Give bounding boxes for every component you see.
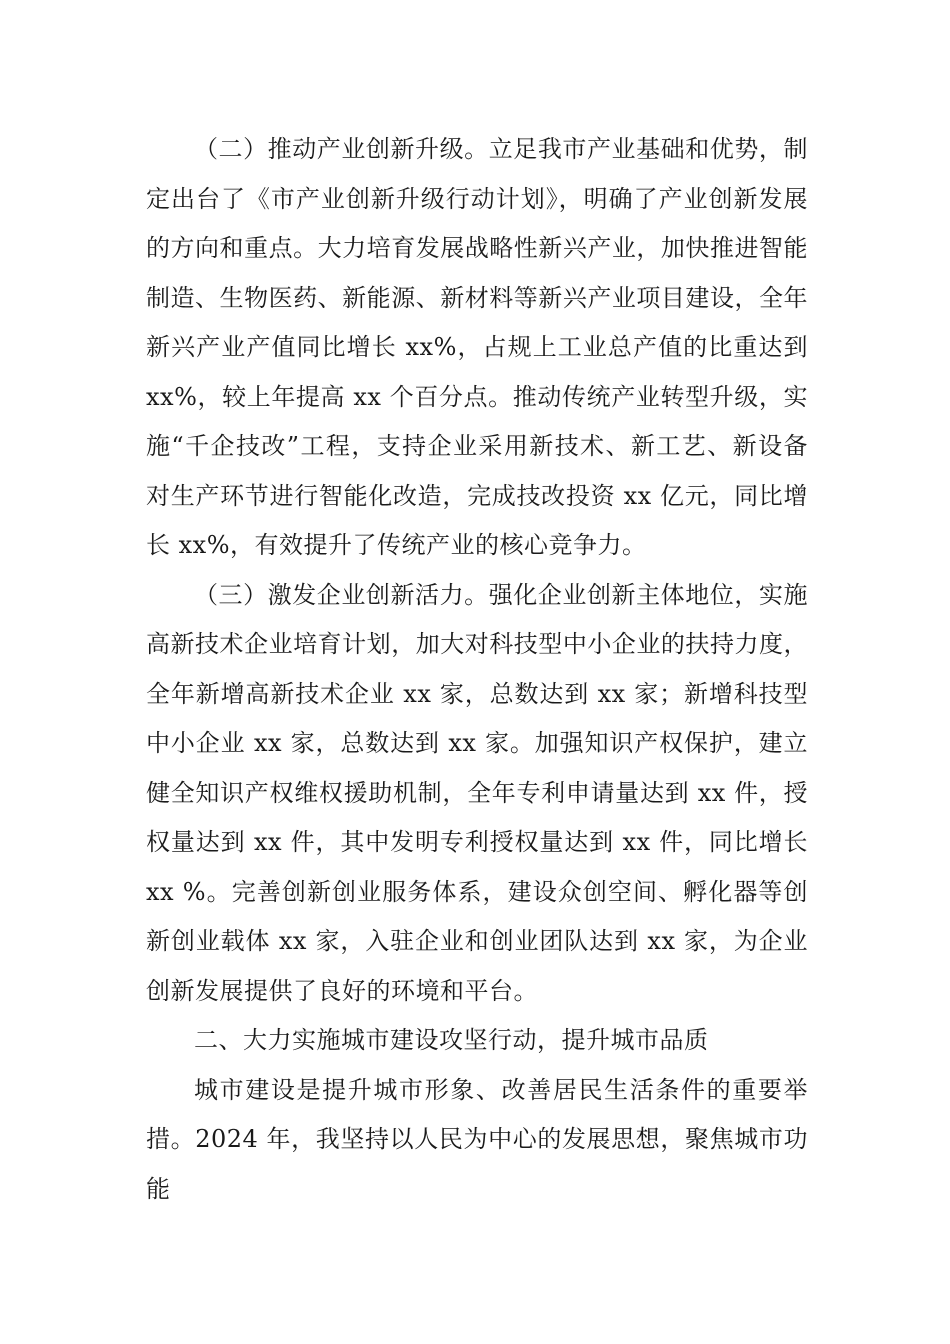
paragraph-industrial-innovation: （二）推动产业创新升级。立足我市产业基础和优势，制定出台了《市产业创新升级行动计划》，明确了产业创新发展的方向和重点。大力培育发展战略性新兴产业，加快推进智能制造、生物医药、新能源、新材料等新兴产业项目建设，全年新兴产业产值同比增长 xx%，占规上工业总产值的比重达到 xx%，较上年提高 xx 个百分点。推动传统产业转型升级，实施“千企技改”工程，支持企业采用新技术、新工艺、新设备对生产环节进行智能化改造，完成技改投资 xx 亿元，同比增长 xx%，有效提升了传统产业的核心竞争力。 bbox=[146, 135, 808, 559]
paragraph-enterprise-innovation: （三）激发企业创新活力。强化企业创新主体地位，实施高新技术企业培育计划，加大对科技型中小企业的扶持力度，全年新增高新技术企业 xx 家，总数达到 xx 家；新增科技型中小企业 xx 家，总数达到 xx 家。加强知识产权保护，建立健全知识产权维权援助机制，全年专利申请量达到 xx 件，授权量达到 xx 件，其中发明专利授权量达到 xx 件，同比增长 xx %。完善创新创业服务体系，建设众创空间、孵化器等创新创业载体 xx 家，入驻企业和创业团队达到 xx 家，为企业创新发展提供了良好的环境和平台。 bbox=[146, 580, 808, 1005]
paragraph-urban-construction-intro: 城市建设是提升城市形象、改善居民生活条件的重要举措。2024 年，我坚持以人民为中心的发展思想，聚焦城市功能 bbox=[146, 1075, 808, 1203]
section-heading-urban-construction: 二、大力实施城市建设攻坚行动，提升城市品质 bbox=[194, 1026, 709, 1054]
document-body bbox=[146, 125, 808, 1214]
